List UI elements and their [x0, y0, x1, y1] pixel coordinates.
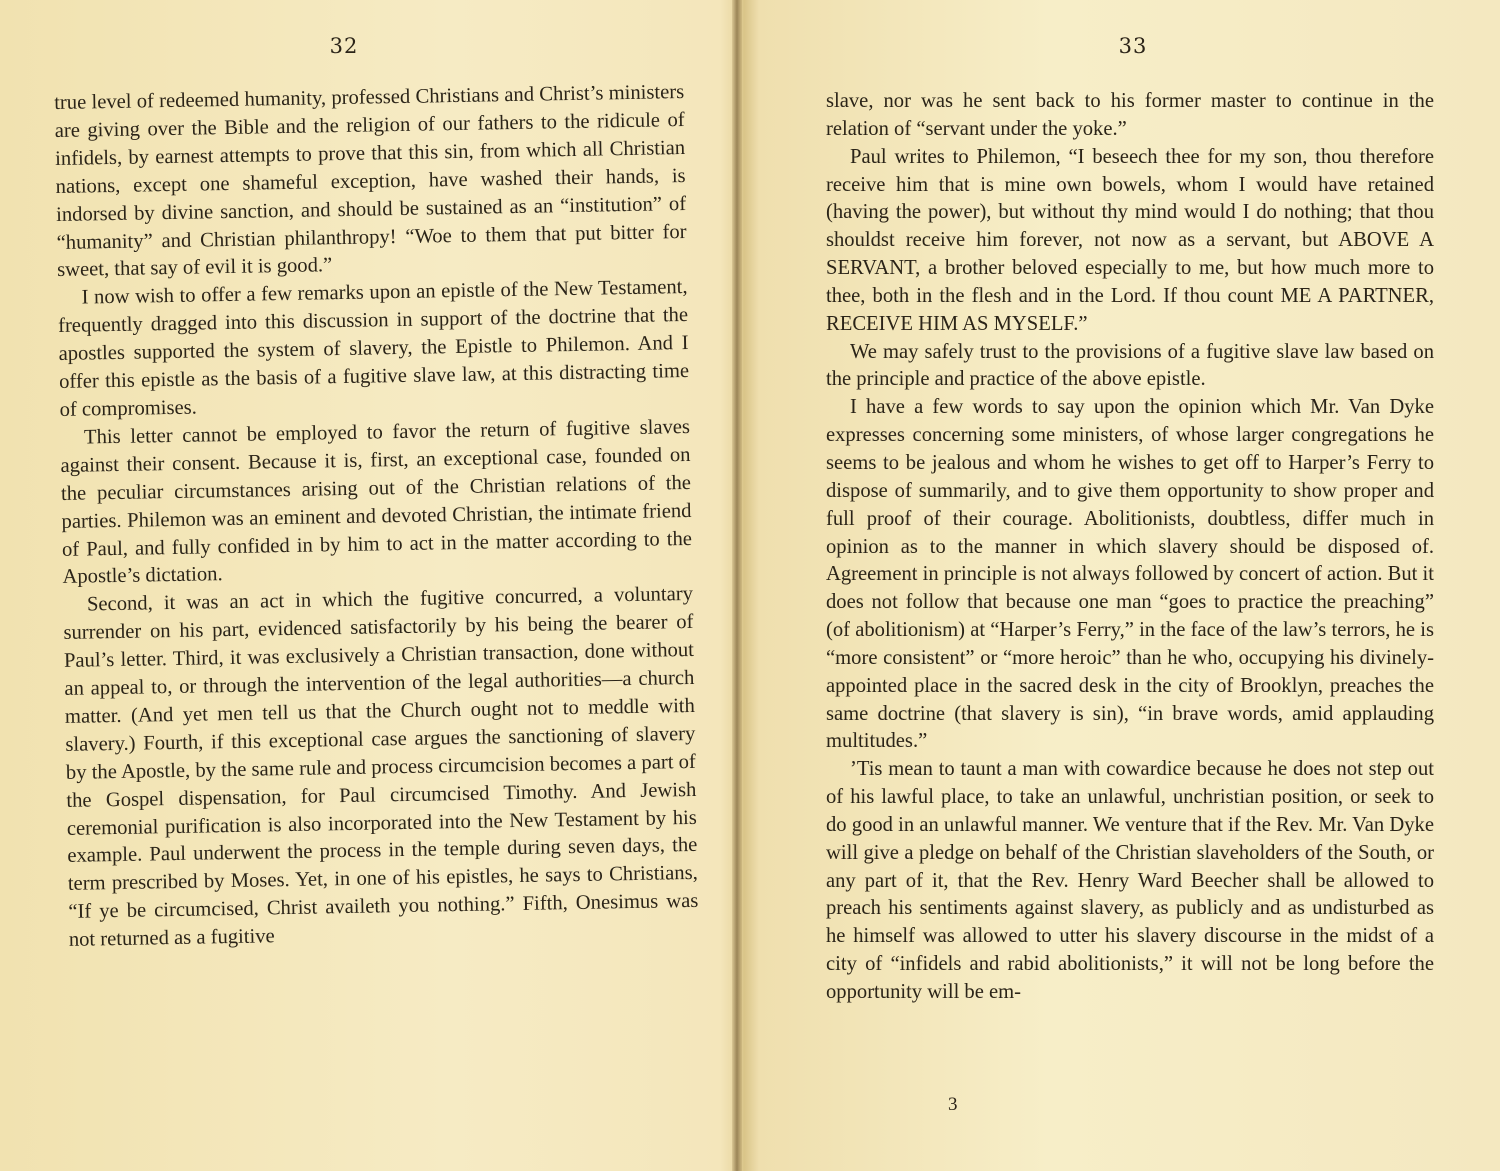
signature-mark: 3 — [948, 1094, 958, 1115]
paragraph: Second, it was an act in which the fugitive concurred, a voluntary surrender on his part, evidenced satisfactorily by his being the bearer of Paul’s letter. Third, it was exclusively a Christian transaction, done without an appeal to, or through the intervention of the legal authorities—a church matter. (And yet men tell us that the Church ought not to meddle with slavery.) Fourth, if this exceptional case argues the sanctioning of slavery by the Apostle, by the same rule and process circumcision becomes a part of the Gospel dispensation, for Paul circumcised Timothy. And Jewish ceremonial purification is also incorporated into the New Testament by his example. Paul underwent the process in the temple during seven days, the term prescribed by Moses. Yet, in one of his epistles, he says to Christians, “If ye be circumcised, Christ availeth you nothing.” Fifth, Onesimus was not returned as a fugitive — [63, 583, 699, 952]
left-page — [0, 0, 732, 1171]
page-number: 32 — [329, 34, 359, 58]
paragraph: I have a few words to say upon the opinion which Mr. Van Dyke expresses concerning some ministers, of whose larger congregations he seems to be jealous and whom he wishes to get off to Harper’s Ferry to dispose of summarily, and to give them opportunity to show proper and full proof of their courage. Abolitionists, doubtless, differ much in opinion as to the manner in which slavery should be disposed of. Agreement in principle is not always followed by concert of action. But it does not follow that because one man “goes to practice the preaching” (of abolitionism) at “Harper’s Ferry,” in the face of the law’s terrors, he is “more consistent” or “more heroic” than he who, occupying his divinely-appointed place in the sacred desk in the city of Brooklyn, preaches the same doctrine (that slavery is sin), “in brave words, amid applauding multitudes.” — [826, 396, 1434, 753]
paragraph: This letter cannot be employed to favor the return of fugitive slaves against their consent. Because it is, first, an exceptional case, founded on the peculiar circumstances arising out of the Christian relations of the parties. Philemon was an eminent and devoted Christian, the intimate friend of Paul, and fully confided in by him to act in the matter according to the Apostle’s dictation. — [60, 415, 693, 589]
page-number: 33 — [1118, 34, 1148, 58]
paragraph: slave, nor was he sent back to his former master to continue in the relation of “servant under the yoke.” — [826, 90, 1434, 140]
paragraph: We may safely trust to the provisions of a fugitive slave law based on the principle and practice of the above epistle. — [826, 340, 1434, 391]
paragraph: ’Tis mean to taunt a man with cowardice because he does not step out of his lawful place, to take an unlawful, unchristian position, or seek to do good in an unlawful manner. We venture that if the Rev. Mr. Van Dyke will give a pledge on behalf of the Christian slaveholders of the South, or any part of it, that the Rev. Henry Ward Beecher shall be allowed to preach his sentiments against slavery, as publicly and as undisturbed as he himself was allowed to utter his slavery discourse in the midst of a city of “infidels and rabid abolitionists,” it will not be long before the opportunity will be em- — [826, 758, 1434, 1003]
right-page-text — [826, 88, 1434, 1007]
book-gutter — [732, 0, 742, 1171]
paragraph: true level of redeemed humanity, professed Christians and Christ’s ministers are giving over the Bible and the religion of our fathers to the ridicule of infidels, by earnest attempts to prove that this sin, from which all Christian nations, except one shameful exception, have washed their hands, is indorsed by divine sanction, and should be sustained as an “institution” of “humanity” and Christian philanthropy! “Woe to them that put bitter for sweet, that say of evil it is good.” — [54, 81, 687, 282]
left-page-text — [54, 79, 699, 955]
paragraph: I now wish to offer a few remarks upon an epistle of the New Testament, frequently dragged into this discussion in support of the doctrine that the apostles supported the system of slavery, the Epistle to Philemon. And I offer this epistle as the basis of a fugitive slave law, at this distracting time of compromises. — [57, 276, 690, 421]
right-page — [742, 0, 1500, 1171]
paragraph: Paul writes to Philemon, “I beseech thee for my son, thou therefore receive him that is mine own bowels, whom I would have retained (having the power), but without thy mind would I do nothing; that thou shouldst receive him forever, not now as a servant, but ABOVE A SERVANT, a brother beloved especially to me, but how much more to thee, both in the flesh and in the Lord. If thou count ME A PARTNER, RECEIVE HIM AS MYSELF.” — [826, 145, 1434, 335]
